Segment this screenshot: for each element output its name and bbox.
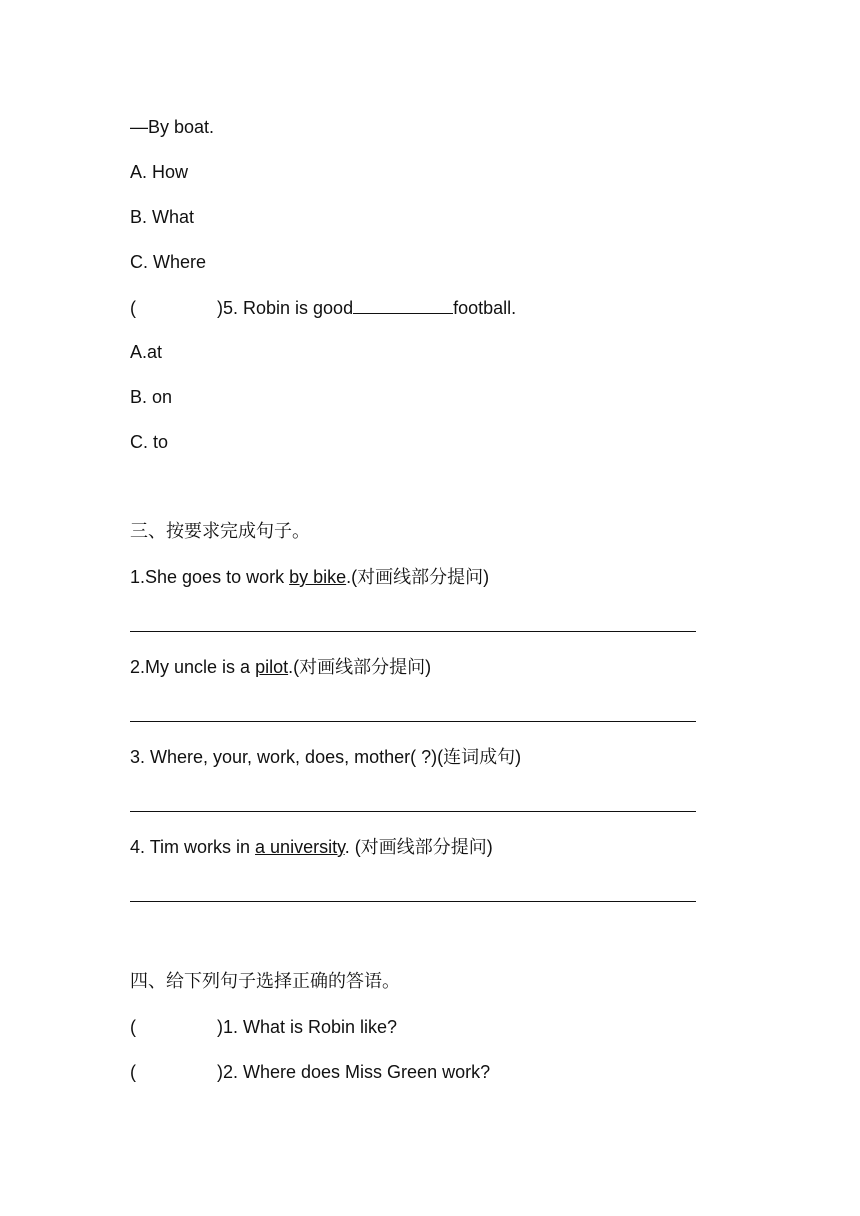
section-3-item-4	[130, 835, 493, 859]
section-4-heading: 四、给下列句子选择正确的答语。	[130, 971, 400, 992]
section-3-item-2	[130, 655, 431, 679]
item-text: )2. Where does Miss Green work?	[217, 1062, 491, 1082]
option-b: B. What	[130, 207, 195, 227]
answer-paren[interactable]: (	[130, 298, 136, 318]
item-text: 3. Where, your, work, does, mother( ?)(连词成句)	[130, 747, 522, 767]
underlined-phrase: pilot	[255, 657, 289, 677]
answer-paren[interactable]: (	[130, 1017, 136, 1037]
section-3-heading: 三、按要求完成句子。	[130, 521, 310, 542]
underlined-phrase: by bike	[289, 567, 347, 587]
answer-line[interactable]	[130, 631, 696, 632]
section-3-item-3	[130, 745, 521, 769]
option-c: C. Where	[130, 252, 207, 272]
item-instruction: .(对画线部分提问)	[288, 657, 432, 677]
answer-line[interactable]	[130, 901, 696, 902]
question-5	[130, 295, 516, 320]
section-3-item-1	[130, 565, 489, 589]
item-text: 1.She goes to work	[130, 567, 290, 587]
option-a: A. How	[130, 162, 189, 182]
item-instruction: .(对画线部分提问)	[346, 567, 490, 587]
option-a: A.at	[130, 342, 163, 362]
answer-paren[interactable]: (	[130, 1062, 136, 1082]
item-text: )1. What is Robin like?	[217, 1017, 398, 1037]
item-text: 2.My uncle is a	[130, 657, 256, 677]
section-4-item-1	[130, 1015, 397, 1039]
underlined-phrase: a university	[255, 837, 345, 857]
fill-blank[interactable]	[353, 295, 453, 314]
item-instruction: . (对画线部分提问)	[344, 837, 493, 857]
question-5-text: )5. Robin is good	[217, 298, 354, 318]
answer-line[interactable]	[130, 721, 696, 722]
question-5-text-after: football.	[453, 298, 517, 318]
option-b: B. on	[130, 387, 173, 407]
answer-line[interactable]	[130, 811, 696, 812]
question-answer-line: —By boat.	[130, 117, 215, 137]
item-text: 4. Tim works in	[130, 837, 256, 857]
option-c: C. to	[130, 432, 169, 452]
section-4-item-2	[130, 1060, 490, 1084]
